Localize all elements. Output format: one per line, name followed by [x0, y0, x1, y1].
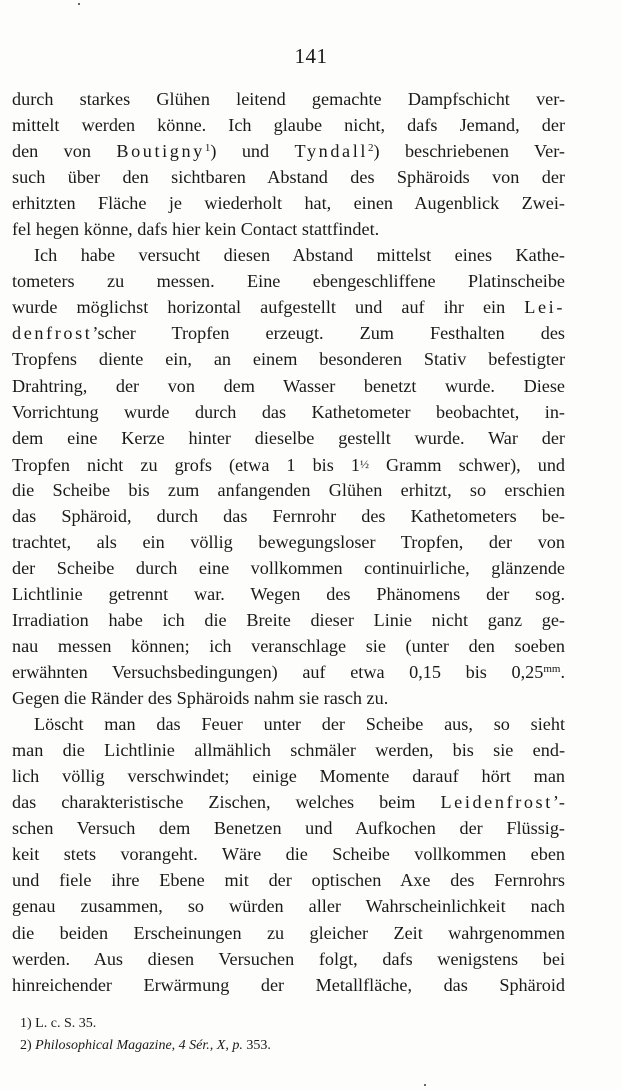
unit-superscript-mm: mm	[543, 663, 561, 676]
text-line: erhitzten Fläche je wiederholt hat, einen Augenblick Zwei-	[12, 193, 565, 214]
footnote-page: 353.	[246, 1038, 271, 1053]
author-name-leidenfrost: Leidenfrost	[440, 792, 553, 813]
fraction-half: ½	[359, 456, 369, 471]
text-line: Vorrichtung wurde durch das Kathetometer beobachtet, in-	[12, 401, 565, 422]
paragraph-start: Ich habe versucht diesen Abstand mittelst eines Kathe-	[34, 245, 565, 266]
footnote-1	[20, 1013, 560, 1035]
author-name-leidenfrost: denfrost	[12, 323, 93, 344]
text-line: der Scheibe durch eine vollkommen continuirliche, glänzende	[12, 557, 565, 578]
text-line: Drahtring, der von dem Wasser benetzt wurde. Diese	[12, 375, 565, 396]
text-line: hinreichender Erwärmung der Metallfläche, das Sphäroid	[12, 974, 565, 995]
footnote-ref-2: 2	[368, 142, 374, 155]
text-line: tometers zu messen. Eine ebengeschliffene Platinscheibe	[12, 271, 565, 292]
text-line: durch starkes Glühen leitend gemachte Dampfschicht ver-	[12, 89, 565, 109]
page-number: 141	[294, 44, 328, 68]
body-text	[12, 86, 565, 998]
text-line: trachtet, als ein völlig bewegungsloser Tropfen, der von	[12, 531, 565, 552]
author-name-tyndall: Tyndall	[294, 141, 368, 162]
footnote-text: L. c. S. 35.	[35, 1016, 97, 1031]
paragraph-start: Löscht man das Feuer unter der Scheibe aus, so sieht	[34, 714, 565, 735]
author-name-leidenfrost: Lei-	[524, 297, 565, 318]
scan-speck	[78, 3, 80, 5]
text-line: such über den sichtbaren Abstand des Sphäroids von der	[12, 167, 565, 188]
text-line: fel hegen könne, dafs hier kein Contact stattfindet.	[12, 219, 380, 240]
text-line: schen Versuch dem Benetzen und Aufkochen der Flüssig-	[12, 818, 565, 839]
text-line: Irradiation habe ich die Breite dieser Linie nicht ganz ge-	[12, 609, 565, 630]
text-line: lich völlig verschwindet; einige Momente darauf hört man	[12, 766, 565, 787]
text-line: genau zusammen, so würden aller Wahrscheinlichkeit nach	[12, 896, 565, 917]
author-name-boutigny: Boutigny	[116, 141, 205, 162]
footnote-citation: Philosophical Magazine, 4 Sér., X, p.	[35, 1038, 243, 1053]
text-line: den von Boutigny$^1$) und Tyndall$^2$) beschriebenen Ver-	[12, 141, 565, 162]
text-line: das charakteristische Zischen, welches beim Leidenfrost’-	[12, 792, 565, 813]
text-line: die beiden Erscheinungen zu gleicher Zeit wahrgenommen	[12, 922, 565, 943]
text-line: das Sphäroid, durch das Fernrohr des Kathetometers be-	[12, 505, 565, 526]
text-line: erwähnten Versuchsbedingungen) auf etwa 0,15 bis $0,25^{mm}$.	[12, 662, 565, 683]
text-line: werden. Aus diesen Versuchen folgt, dafs wenigstens bei	[12, 948, 565, 969]
text-line: denfrost’scher Tropfen erzeugt. Zum Festhalten des	[12, 323, 565, 344]
text-line: man die Lichtlinie allmählich schmäler werden, bis sie end-	[12, 740, 565, 761]
footnote-ref-1: 1	[204, 142, 211, 155]
footnote-marker: 1)	[20, 1016, 32, 1031]
text-line: wurde möglichst horizontal aufgestellt und auf ihr ein Lei-	[12, 297, 565, 318]
text-line: keit stets vorangeht. Wäre die Scheibe vollkommen eben	[12, 844, 565, 865]
text-line: und fiele ihre Ebene mit der optischen Axe des Fernrohrs	[12, 870, 565, 891]
footnote-2	[20, 1035, 560, 1057]
footnote-marker: 2)	[20, 1038, 32, 1053]
text-line: Lichtlinie getrennt war. Wegen des Phänomens der sog.	[12, 583, 565, 604]
text-line: die Scheibe bis zum anfangenden Glühen erhitzt, so erschien	[12, 479, 565, 500]
scan-speck	[424, 1084, 426, 1086]
text-line: dem eine Kerze hinter dieselbe gestellt wurde. War der	[12, 427, 565, 448]
text-line: Tropfens diente ein, an einem besonderen Stativ befestigter	[12, 349, 565, 370]
text-line: nau messen können; ich veranschlage sie (unter den soeben	[12, 635, 565, 656]
text-line: Tropfen nicht zu grofs (etwa 1 bis 1½ Gramm schwer), und	[12, 454, 566, 475]
footnotes	[20, 1013, 560, 1057]
text-line: Gegen die Ränder des Sphäroids nahm sie rasch zu.	[12, 688, 389, 709]
text-line: mittelt werden könne. Ich glaube nicht, dafs Jemand, der	[12, 115, 565, 136]
